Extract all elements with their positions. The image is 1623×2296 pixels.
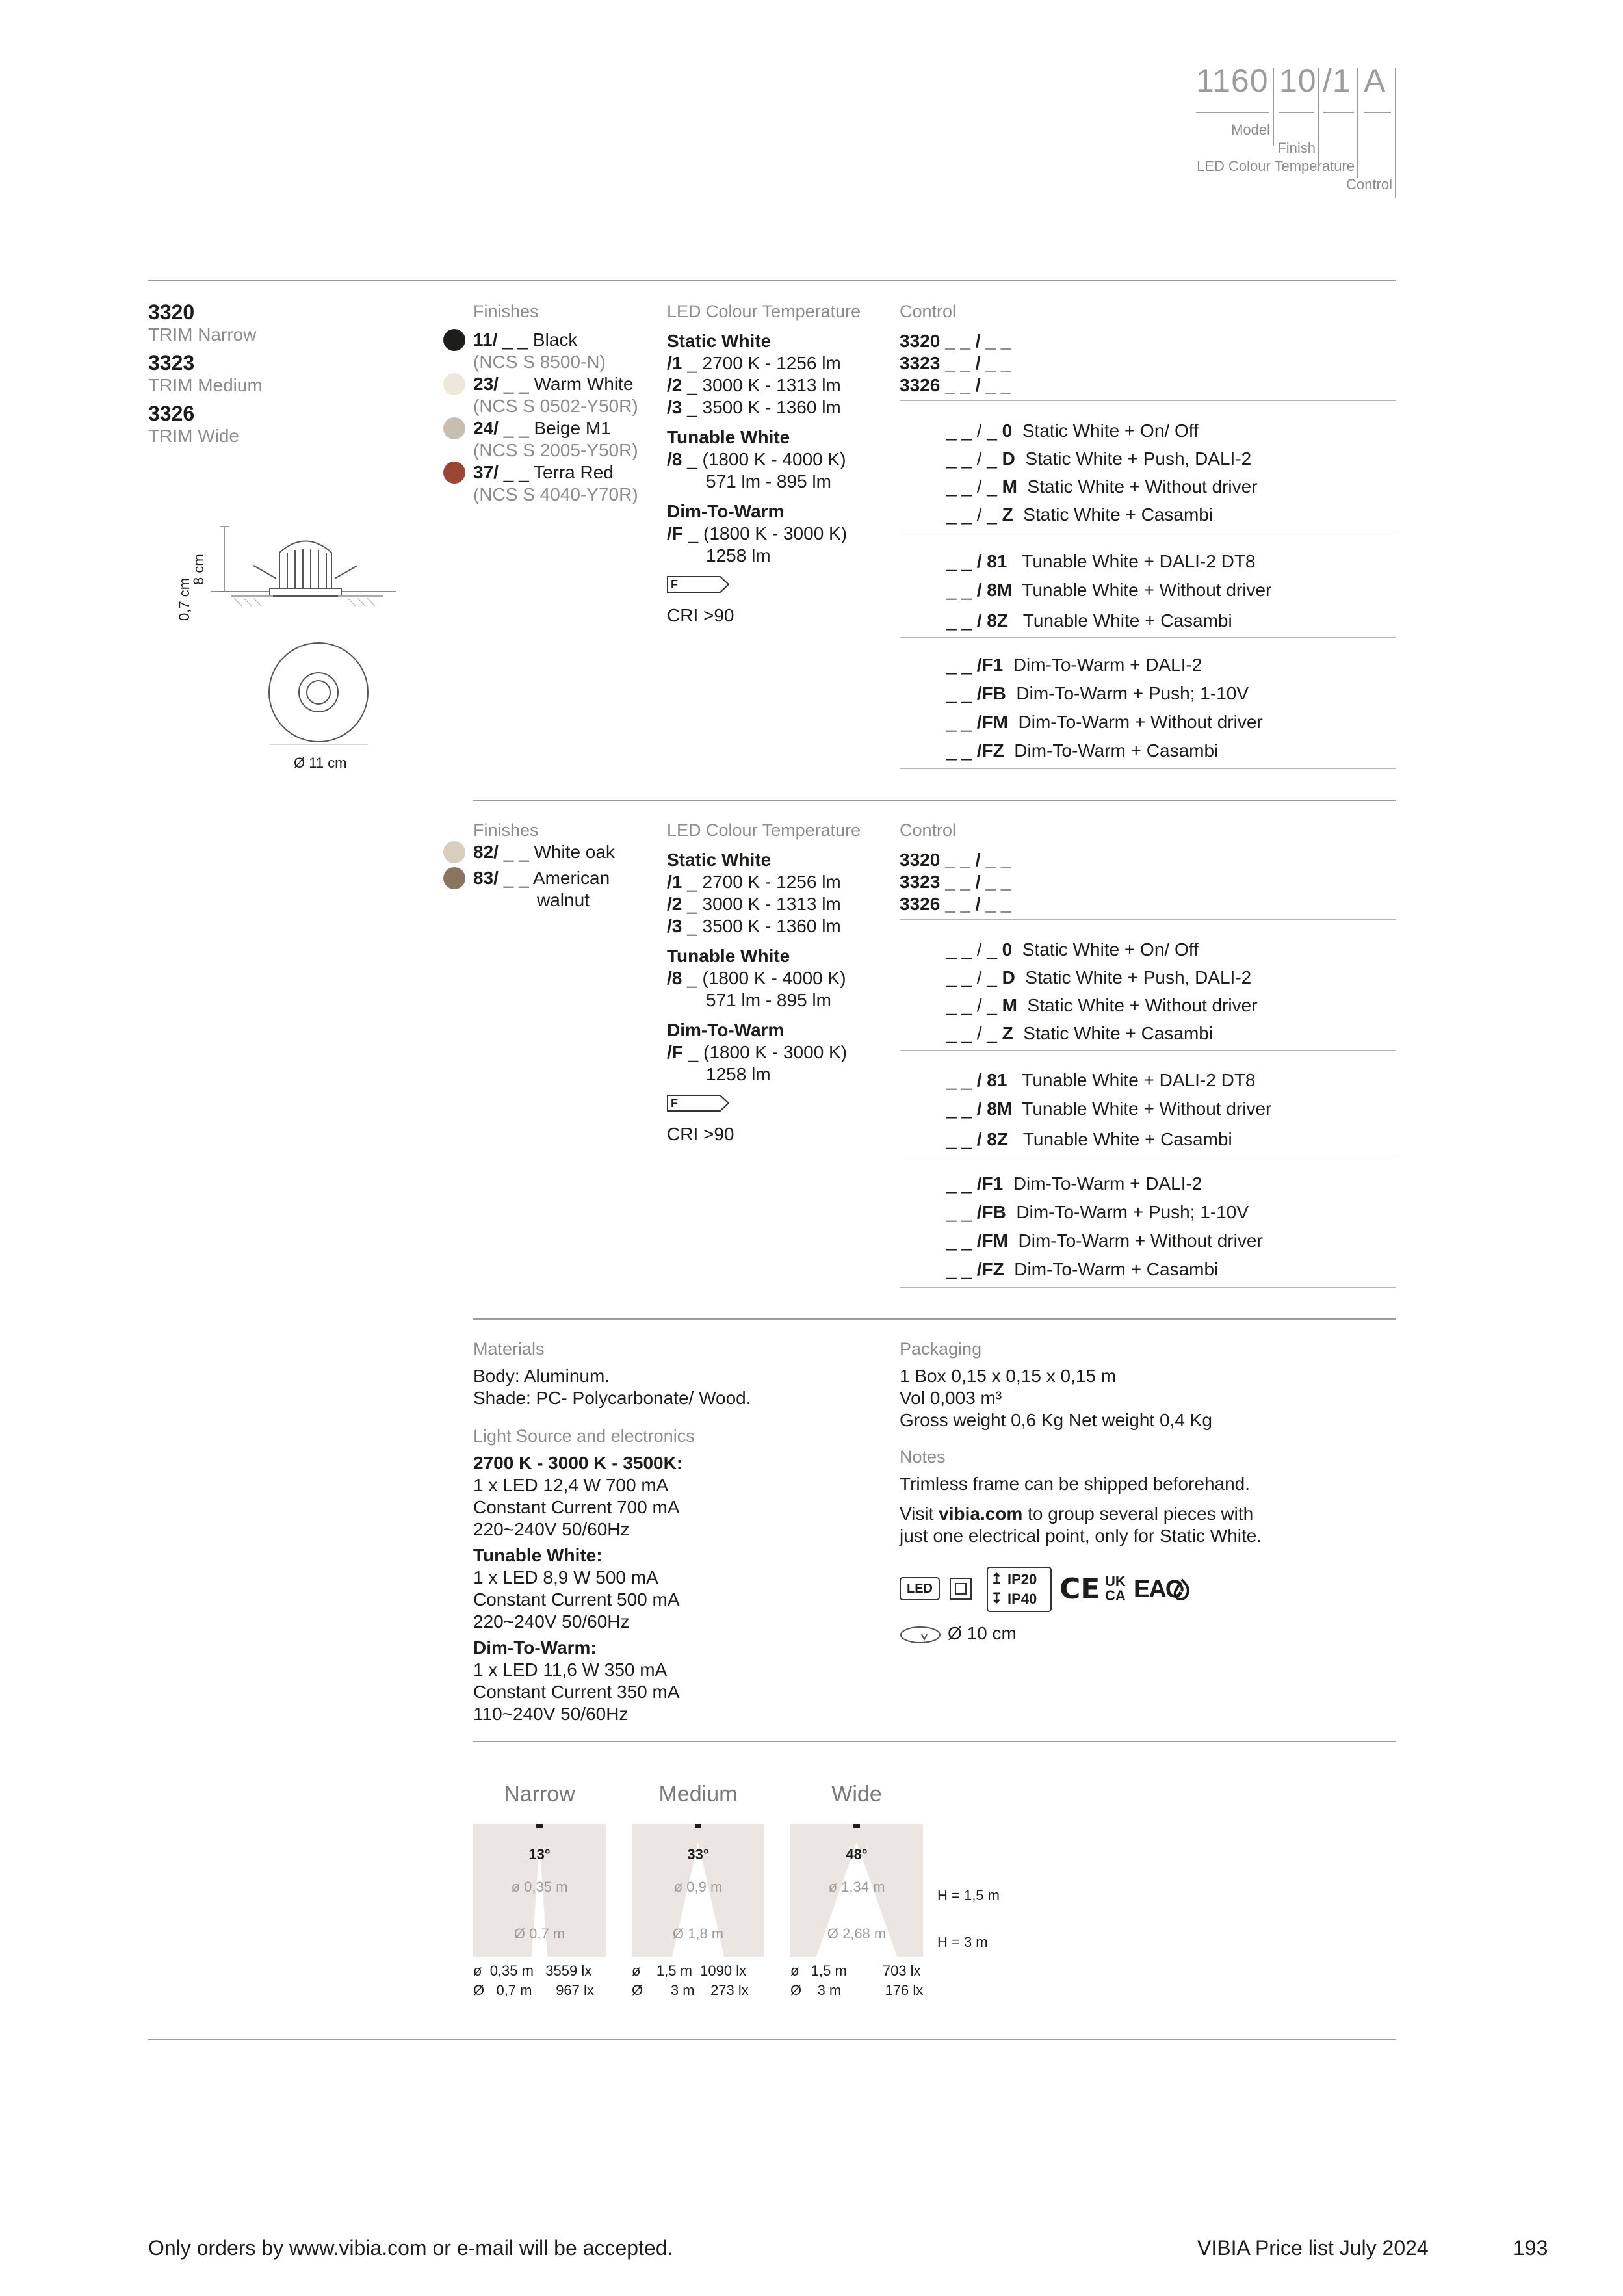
packaging-line: Vol 0,003 m³: [900, 1388, 1002, 1408]
tunable-heading: Tunable White: [667, 946, 790, 966]
height-1: H = 1,5 m: [937, 1887, 1000, 1903]
beam-name: Medium: [658, 1782, 738, 1807]
beam-diagram-medium: [632, 1824, 764, 1957]
finish-item[interactable]: 11/ _ _ Black: [473, 330, 578, 350]
driver-title: 2700 K - 3000 K - 3500K:: [473, 1453, 683, 1473]
footer-note: Only orders by www.vibia.com or e-mail will be accepted.: [148, 2236, 673, 2260]
dim-height: 8 cm: [190, 554, 207, 585]
eac-icon: EAC: [1134, 1576, 1182, 1603]
finishes-heading: Finishes: [473, 820, 539, 840]
finish-ncs: (NCS S 0502-Y50R): [473, 396, 638, 416]
beam-d2: Ø 2,68 m: [827, 1925, 887, 1942]
ip-bottom: IP40: [1007, 1591, 1037, 1607]
driver-line: 110~240V 50/60Hz: [473, 1704, 629, 1724]
ukca-icon: UK CA: [1105, 1573, 1126, 1604]
cri-value: CRI >90: [667, 605, 734, 625]
code-header: [1189, 62, 1397, 199]
control-option[interactable]: _ _ / _ M Static White + Without driver: [946, 995, 1258, 1015]
driver-title: Tunable White:: [473, 1545, 603, 1565]
beam-name: Narrow: [504, 1782, 575, 1807]
led-option[interactable]: /3 _ 3500 K - 1360 lm: [667, 916, 841, 936]
cutout-icon: [900, 1625, 941, 1645]
note-line: just one electrical point, only for Static White.: [900, 1526, 1262, 1546]
driver-line: 220~240V 50/60Hz: [473, 1611, 630, 1632]
control-option[interactable]: _ _ /FM Dim-To-Warm + Without driver: [946, 712, 1263, 732]
finish-name-cont: walnut: [537, 890, 590, 910]
bottom-rule: [148, 2039, 1396, 2040]
control-heading: Control: [900, 302, 957, 321]
finish-ncs: (NCS S 4040-Y70R): [473, 484, 638, 504]
led-option[interactable]: /F _ (1800 K - 3000 K): [667, 1042, 848, 1062]
beam-d1: ø 0,9 m: [673, 1879, 723, 1895]
beam-d2: Ø 0,7 m: [513, 1925, 565, 1942]
driver-line: 1 x LED 12,4 W 700 mA: [473, 1475, 669, 1495]
dtw-lumen: 1258 lm: [706, 545, 771, 566]
driver-line: 220~240V 50/60Hz: [473, 1519, 630, 1539]
ip-top: IP20: [1007, 1571, 1037, 1587]
led-option[interactable]: /1 _ 2700 K - 1256 lm: [667, 353, 841, 373]
code-finish: 10: [1279, 62, 1317, 99]
dim-diameter: Ø 11 cm: [294, 755, 347, 771]
class-ii-icon: [949, 1577, 972, 1600]
led-icon: LED: [900, 1577, 940, 1600]
tunable-heading: Tunable White: [667, 427, 790, 447]
control-code: 3326 _ _ / _ _: [900, 375, 1011, 395]
control-option[interactable]: _ _ / 81 Tunable White + DALI-2 DT8: [946, 1070, 1256, 1090]
control-option[interactable]: _ _ / _ D Static White + Push, DALI-2: [946, 967, 1252, 987]
finish-ncs: (NCS S 8500-N): [473, 352, 606, 372]
label-control: Control: [1346, 176, 1392, 192]
cutout-diameter: Ø 10 cm: [948, 1623, 1017, 1643]
swatch-terra-red: [443, 462, 465, 484]
product-name: TRIM Wide: [148, 426, 239, 446]
control-option[interactable]: _ _ / 81 Tunable White + DALI-2 DT8: [946, 551, 1256, 571]
cri-value: CRI >90: [667, 1124, 734, 1144]
swatch-black: [443, 329, 465, 351]
led-heading: LED Colour Temperature: [667, 302, 861, 321]
beam-d2: Ø 1,8 m: [672, 1925, 724, 1942]
dtw-heading: Dim-To-Warm: [667, 501, 785, 521]
beam-diagram-wide: [790, 1824, 923, 1957]
finish-item[interactable]: 82/ _ _ White oak: [473, 842, 615, 862]
static-white-heading: Static White: [667, 331, 772, 351]
product-name: TRIM Medium: [148, 375, 263, 395]
control-option[interactable]: _ _ / 8Z Tunable White + Casambi: [946, 1129, 1232, 1149]
led-heading: LED Colour Temperature: [667, 820, 861, 840]
product-code: 3320: [148, 300, 195, 324]
swatch-beige: [443, 417, 465, 439]
tunable-lumen: 571 lm - 895 lm: [706, 990, 831, 1010]
finish-item[interactable]: 23/ _ _ Warm White: [473, 374, 634, 394]
notes-heading: Notes: [900, 1447, 946, 1467]
driver-line: 1 x LED 8,9 W 500 mA: [473, 1567, 658, 1587]
static-white-heading: Static White: [667, 850, 772, 870]
control-option[interactable]: _ _ / _ Z Static White + Casambi: [946, 1023, 1214, 1043]
ce-icon: CE: [1059, 1572, 1100, 1606]
finish-item[interactable]: 83/ _ _ American: [473, 868, 610, 888]
note-line: Trimless frame can be shipped beforehand.: [900, 1474, 1251, 1494]
control-code: 3320 _ _ / _ _: [900, 850, 1011, 870]
packaging-line: 1 Box 0,15 x 0,15 x 0,15 m: [900, 1366, 1117, 1386]
swatch-white-oak: [443, 841, 465, 863]
dim-trim: 0,7 cm: [176, 577, 192, 621]
control-option[interactable]: _ _ /FB Dim-To-Warm + Push; 1-10V: [946, 1202, 1249, 1222]
tunable-lumen: 571 lm - 895 lm: [706, 471, 831, 491]
swatch-warm-white: [443, 373, 465, 395]
driver-line: Constant Current 350 mA: [473, 1682, 680, 1702]
material-line: Body: Aluminum.: [473, 1366, 610, 1386]
led-option[interactable]: /8 _ (1800 K - 4000 K): [667, 449, 846, 469]
led-option[interactable]: /2 _ 3000 K - 1313 lm: [667, 375, 841, 395]
beam-angle: 33°: [687, 1846, 709, 1862]
dtw-lumen: 1258 lm: [706, 1064, 771, 1084]
top-rule: [148, 280, 1396, 281]
control-option[interactable]: _ _ / 8Z Tunable White + Casambi: [946, 610, 1232, 631]
control-option[interactable]: _ _ / 8M Tunable White + Without driver: [946, 1099, 1272, 1119]
control-code: 3320 _ _ / _ _: [900, 331, 1011, 351]
control-option[interactable]: _ _ / _ M Static White + Without driver: [946, 476, 1258, 497]
driver-line: Constant Current 700 mA: [473, 1497, 680, 1517]
finish-item[interactable]: 37/ _ _ Terra Red: [473, 462, 614, 482]
control-option[interactable]: _ _ /FM Dim-To-Warm + Without driver: [946, 1231, 1263, 1251]
packaging-heading: Packaging: [900, 1339, 982, 1359]
label-finish: Finish: [1277, 140, 1316, 156]
control-option[interactable]: _ _ / 8M Tunable White + Without driver: [946, 580, 1272, 600]
energy-class: F: [671, 1097, 678, 1110]
beam-row: Ø 3 m 273 lx: [632, 1982, 749, 1998]
packaging-line: Gross weight 0,6 Kg Net weight 0,4 Kg: [900, 1410, 1212, 1430]
control-option[interactable]: _ _ /FB Dim-To-Warm + Push; 1-10V: [946, 683, 1249, 703]
beam-d1: ø 0,35 m: [511, 1879, 568, 1895]
control-code: 3326 _ _ / _ _: [900, 894, 1011, 914]
beam-angle: 13°: [528, 1846, 551, 1862]
dtw-heading: Dim-To-Warm: [667, 1020, 785, 1040]
swatch-american-walnut: [443, 867, 465, 889]
label-model: Model: [1231, 122, 1270, 138]
beam-row: Ø 0,7 m 967 lx: [473, 1982, 594, 1998]
beam-row: ø 0,35 m 3559 lx: [473, 1963, 592, 1979]
material-line: Shade: PC- Polycarbonate/ Wood.: [473, 1388, 751, 1408]
driver-line: 1 x LED 11,6 W 350 mA: [473, 1660, 668, 1680]
beam-row: ø 1,5 m 703 lx: [790, 1963, 921, 1979]
driver-line: Constant Current 500 mA: [473, 1589, 680, 1610]
product-code: 3323: [148, 351, 195, 374]
vibia-link[interactable]: vibia.com: [939, 1504, 1023, 1524]
control-code: 3323 _ _ / _ _: [900, 872, 1011, 892]
control-heading: Control: [900, 820, 957, 840]
control-option[interactable]: _ _ /F1 Dim-To-Warm + DALI-2: [946, 1173, 1202, 1194]
code-led: /1: [1323, 62, 1351, 99]
control-option[interactable]: _ _ /FZ Dim-To-Warm + Casambi: [946, 1259, 1219, 1279]
label-led: LED Colour Temperature: [1197, 158, 1355, 174]
control-code: 3323 _ _ / _ _: [900, 353, 1011, 373]
note-line: Visit vibia.com to group several pieces with: [900, 1504, 1254, 1524]
led-option[interactable]: /1 _ 2700 K - 1256 lm: [667, 872, 841, 892]
product-code: 3326: [148, 402, 195, 425]
flame-icon: [1170, 1577, 1193, 1603]
product-name: TRIM Narrow: [148, 324, 257, 345]
beam-diagram-narrow: [473, 1824, 606, 1957]
energy-class: F: [671, 578, 678, 591]
beam-name: Wide: [831, 1782, 882, 1807]
light-source-heading: Light Source and electronics: [473, 1426, 695, 1446]
led-option[interactable]: /F _ (1800 K - 3000 K): [667, 523, 848, 543]
control-option[interactable]: _ _ / _ 0 Static White + On/ Off: [946, 939, 1199, 959]
beam-angle: 48°: [846, 1846, 868, 1862]
beam-row: ø 1,5 m 1090 lx: [632, 1963, 747, 1979]
finish-item[interactable]: 24/ _ _ Beige M1: [473, 418, 611, 438]
control-option[interactable]: _ _ / _ Z Static White + Casambi: [946, 504, 1214, 525]
led-option[interactable]: /3 _ 3500 K - 1360 lm: [667, 397, 841, 417]
led-option[interactable]: /8 _ (1800 K - 4000 K): [667, 968, 846, 988]
ip-rating-icon: ↥ ↧ IP20 IP40: [987, 1567, 1052, 1612]
control-option[interactable]: _ _ / _ 0 Static White + On/ Off: [946, 421, 1199, 441]
materials-heading: Materials: [473, 1339, 545, 1359]
control-option[interactable]: _ _ /F1 Dim-To-Warm + DALI-2: [946, 655, 1202, 675]
beam-row: Ø 3 m 176 lx: [790, 1982, 924, 1998]
finish-ncs: (NCS S 2005-Y50R): [473, 440, 638, 460]
control-option[interactable]: _ _ /FZ Dim-To-Warm + Casambi: [946, 740, 1219, 761]
code-control: A: [1364, 62, 1386, 99]
beam-d1: ø 1,34 m: [828, 1879, 885, 1895]
code-model: 1160: [1196, 62, 1269, 99]
led-option[interactable]: /2 _ 3000 K - 1313 lm: [667, 894, 841, 914]
driver-title: Dim-To-Warm:: [473, 1637, 597, 1658]
finishes-heading: Finishes: [473, 302, 539, 321]
footer-brand: VIBIA Price list July 2024: [1197, 2236, 1429, 2260]
height-2: H = 3 m: [937, 1934, 988, 1950]
page-number: 193: [1513, 2236, 1548, 2260]
control-option[interactable]: _ _ / _ D Static White + Push, DALI-2: [946, 449, 1252, 469]
